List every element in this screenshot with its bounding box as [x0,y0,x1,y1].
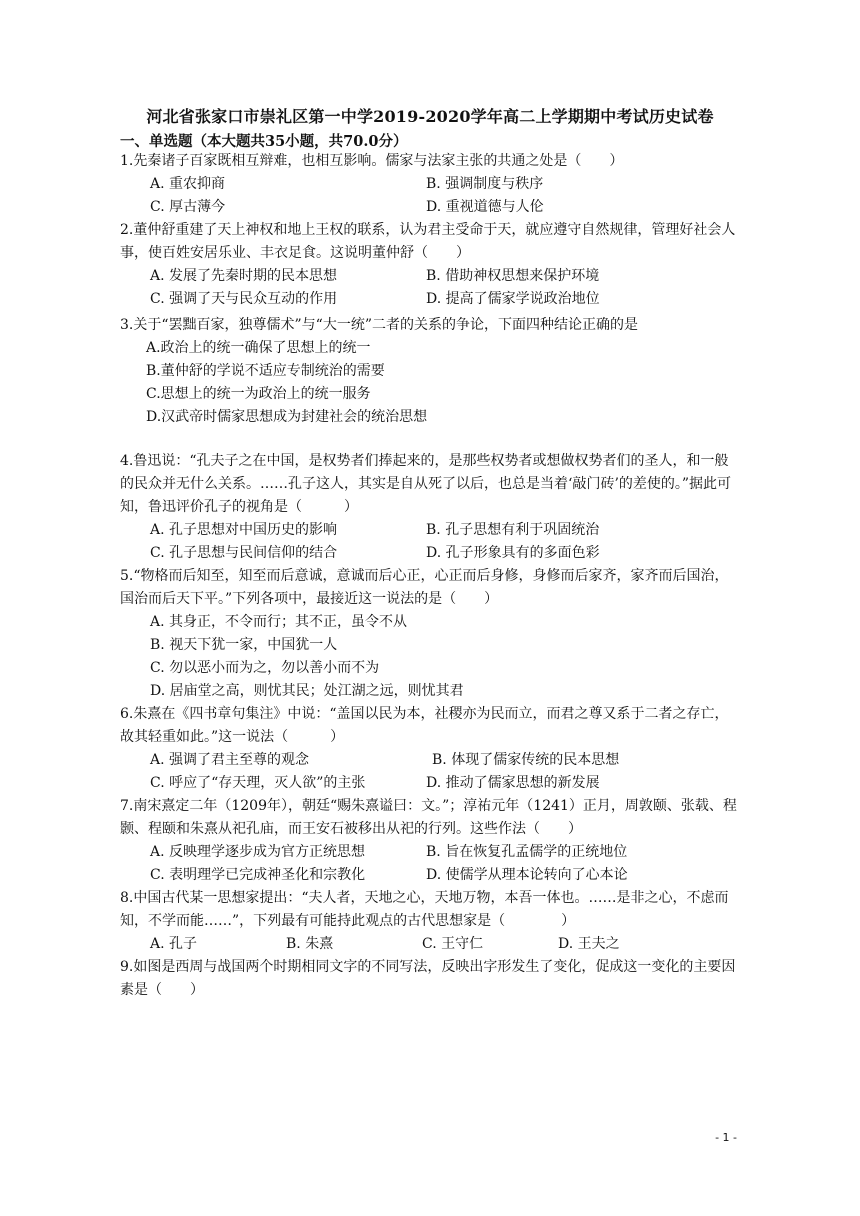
question-stem: 5.“物格而后知至，知至而后意诚，意诚而后心正，心正而后身修，身修而后家齐，家齐而后国治，国治而后天下平。”下列各项中，最接近这一说法的是（ ） [120,568,729,607]
option-d: D. 重视道德与人伦 [426,199,544,215]
question-stem: 7.南宋熹定二年（1209年），朝廷“赐朱熹谥曰：文。”；淳祐元年（1241）正月，周敦颐、张载、程颢、程颐和朱熹从祀孔庙，而王安石被移出从祀的行列。这些作法（ ） [120,798,737,837]
option-b: B.董仲舒的学说不适应专制统治的需要 [146,363,385,379]
question-1 [120,150,740,219]
option-b: B. 借助神权思想来保护环境 [426,268,600,284]
option-b: B. 朱熹 [286,936,334,952]
question-list [120,150,740,1002]
option-a: A. 孔子思想对中国历史的影响 [150,522,338,538]
exam-title: 河北省张家口市崇礼区第一中学2019-2020学年高二上学期期中考试历史试卷 [146,107,714,126]
option-d: D. 王夫之 [558,936,620,952]
option-c: C. 孔子思想与民间信仰的结合 [150,545,338,561]
option-c: C. 强调了天与民众互动的作用 [150,291,338,307]
question-stem: 1.先秦诸子百家既相互辩难，也相互影响。儒家与法家主张的共通之处是（ ） [120,153,624,169]
question-4 [120,450,740,565]
question-stem: 3.关于“罢黜百家，独尊儒术”与“大一统”二者的关系的争论，下面四种结论正确的是 [120,317,638,333]
option-c: C. 勿以恶小而为之，勿以善小而不为 [150,660,380,676]
question-9 [120,956,740,1002]
question-stem: 6.朱熹在《四书章句集注》中说：“盖国以民为本，社稷亦为民而立，而君之尊又系于二者之存亡，故其轻重如此。”这一说法（ ） [120,706,729,745]
question-stem: 2.董仲舒重建了天上神权和地上王权的联系，认为君主受命于天，就应遵守自然规律，管理好社会人事，使百姓安居乐业、丰衣足食。这说明董仲舒（ ） [120,222,736,261]
option-a: A. 其身正，不令而行；其不正，虽令不从 [150,614,408,630]
option-d: D. 孔子形象具有的多面色彩 [426,545,600,561]
question-stem: 9.如图是西周与战国两个时期相同文字的不同写法，反映出字形发生了变化，促成这一变化的主要因素是（ ） [120,959,736,998]
option-b: B. 孔子思想有利于巩固统治 [426,522,600,538]
option-c: C. 呼应了“存天理，灭人欲”的主张 [150,775,366,791]
option-b: B. 旨在恢复孔孟儒学的正统地位 [426,844,628,860]
page-number: - 1 - [715,1131,737,1144]
question-stem: 8.中国古代某一思想家提出：“夫人者，天地之心，天地万物，本吾一体也。……是非之心，不虑而知，不学而能……”，下列最有可能持此观点的古代思想家是（ ） [120,890,729,929]
option-d: D. 居庙堂之高，则忧其民；处江湖之远，则忧其君 [150,683,464,699]
option-c: C. 王守仁 [422,936,484,952]
option-a: A. 反映理学逐步成为官方正统思想 [150,844,366,860]
option-a: A.政治上的统一确保了思想上的统一 [146,340,371,356]
option-d: D.汉武帝时儒家思想成为封建社会的统治思想 [146,409,428,425]
option-a: A. 重农抑商 [150,176,226,192]
option-c: C.思想上的统一为政治上的统一服务 [146,386,371,402]
question-5 [120,565,740,703]
question-stem: 4.鲁迅说：“孔夫子之在中国，是权势者们捧起来的，是那些权势者或想做权势者们的圣人，和一般的民众并无什么关系。……孔子这人，其实是自从死了以后，也总是当着‘敲门砖’的差使的。”据此可知，鲁迅评价孔子的视角是（ ） [120,453,732,515]
option-c: C. 厚古薄今 [150,199,226,215]
question-2 [120,219,740,311]
option-c: C. 表明理学已完成神圣化和宗教化 [150,867,366,883]
option-b: B. 体现了儒家传统的民本思想 [432,752,620,768]
option-b: B. 强调制度与秩序 [426,176,544,192]
question-3 [120,314,740,429]
option-d: D. 提高了儒家学说政治地位 [426,291,600,307]
option-d: D. 推动了儒家思想的新发展 [426,775,600,791]
question-8 [120,887,740,956]
question-7 [120,795,740,887]
section-heading: 一、单选题（本大题共35小题，共70.0分） [120,133,408,150]
question-6 [120,703,740,795]
option-a: A. 发展了先秦时期的民本思想 [150,268,338,284]
option-b: B. 视天下犹一家，中国犹一人 [150,637,338,653]
option-a: A. 强调了君主至尊的观念 [150,752,310,768]
option-a: A. 孔子 [150,936,198,952]
option-d: D. 使儒学从理本论转向了心本论 [426,867,628,883]
